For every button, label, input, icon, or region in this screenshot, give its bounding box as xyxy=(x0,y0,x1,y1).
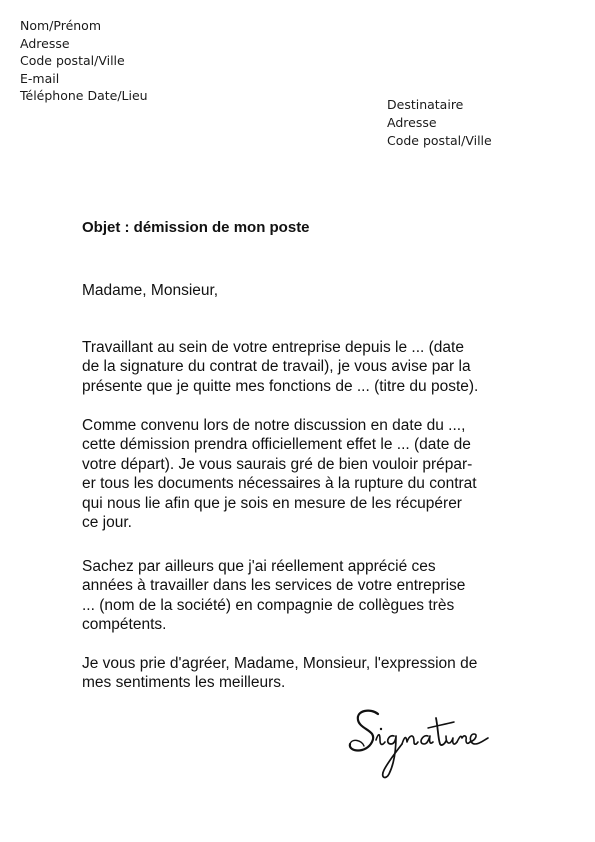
paragraph-line: Comme convenu lors de notre discussion en date du ..., xyxy=(82,417,466,434)
paragraph-line: Travaillant au sein de votre entreprise depuis le ... (date xyxy=(82,339,464,356)
paragraph-line: er tous les documents nécessaires à la rupture du contrat xyxy=(82,475,477,493)
paragraph-line: cette démission prendra officiellement effet le ... (date de xyxy=(82,436,471,454)
recipient-address: Adresse xyxy=(387,115,437,130)
paragraph-line: présente que je quitte mes fonctions de ... (titre du poste). xyxy=(82,377,479,395)
recipient-block xyxy=(387,96,492,150)
paragraph-line: Sachez par ailleurs que j'ai réellement apprécié ces xyxy=(82,558,436,575)
paragraph-line: ce jour. xyxy=(82,514,132,532)
sender-phone-date-place: Téléphone Date/Lieu xyxy=(20,88,148,104)
paragraph-closing xyxy=(82,654,477,693)
sender-block xyxy=(20,17,148,105)
paragraph-line: ... (nom de la société) en compagnie de collègues très xyxy=(82,596,455,614)
paragraph-effective-date xyxy=(82,416,477,532)
paragraph-appreciation xyxy=(82,557,465,635)
paragraph-line: Je vous prie d'agréer, Madame, Monsieur, l'expression de xyxy=(82,655,478,672)
paragraph-line: années à travailler dans les services de votre entreprise xyxy=(82,577,466,595)
sender-email: E-mail xyxy=(20,70,60,86)
paragraph-line: votre départ). Je vous saurais gré de bien vouloir prépar- xyxy=(82,455,473,473)
recipient-postal-city: Code postal/Ville xyxy=(387,133,492,148)
handwritten-signature xyxy=(344,700,494,786)
sender-address: Adresse xyxy=(20,35,70,51)
paragraph-intro xyxy=(82,338,478,396)
letter-salutation: Madame, Monsieur, xyxy=(82,282,219,299)
recipient-name: Destinataire xyxy=(387,97,464,112)
paragraph-line: mes sentiments les meilleurs. xyxy=(82,674,286,692)
paragraph-line: qui nous lie afin que je sois en mesure de les récupérer xyxy=(82,494,462,512)
paragraph-line: compétents. xyxy=(82,616,167,634)
paragraph-line: de la signature du contrat de travail), je vous avise par la xyxy=(82,358,471,376)
letter-subject: Objet : démission de mon poste xyxy=(82,219,310,236)
sender-postal-city: Code postal/Ville xyxy=(20,53,125,69)
sender-name: Nom/Prénom xyxy=(20,18,102,33)
